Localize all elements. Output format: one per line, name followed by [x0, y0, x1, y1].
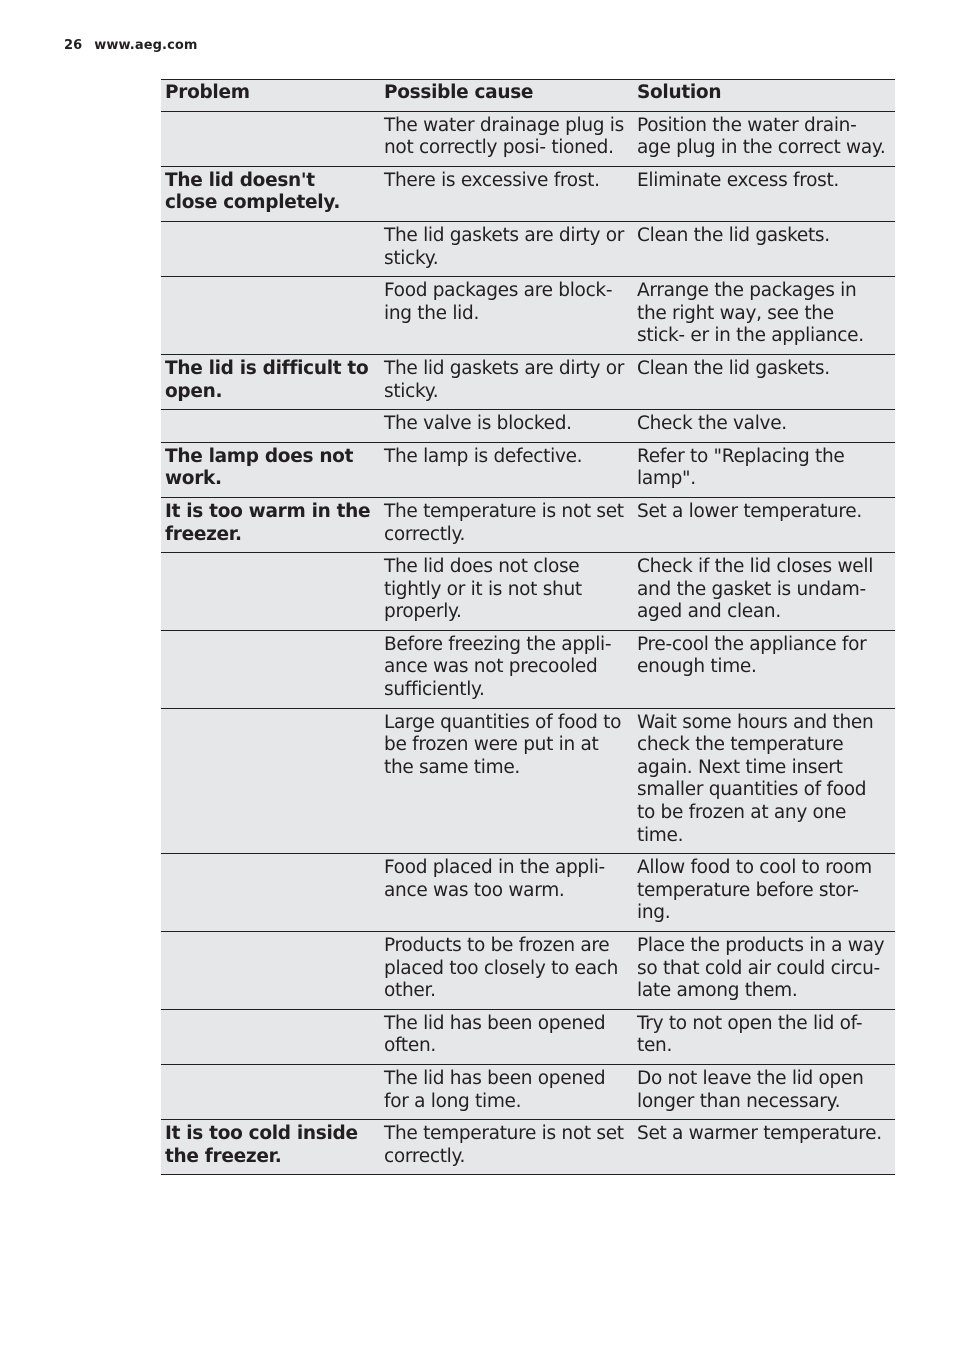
table-row	[161, 497, 895, 552]
problem-cell	[161, 708, 380, 854]
cause-cell: The temperature is not set correctly.	[380, 497, 633, 552]
table-row	[161, 1009, 895, 1064]
problem-cell: It is too cold inside the freezer.	[161, 1120, 380, 1175]
problem-cell	[161, 277, 380, 355]
solution-cell: Wait some hours and then check the temperature again. Next time insert smaller quantities of food to be frozen at any one time.	[633, 708, 895, 854]
problem-cell	[161, 553, 380, 631]
page-header	[64, 38, 198, 53]
table-row	[161, 630, 895, 708]
problem-cell: The lid doesn't close completely.	[161, 166, 380, 221]
website-url: www.aeg.com	[94, 38, 198, 53]
column-header-cause: Possible cause	[380, 80, 633, 112]
problem-cell: It is too warm in the freezer.	[161, 497, 380, 552]
cause-cell: The lid gaskets are dirty or sticky.	[380, 354, 633, 409]
problem-cell	[161, 630, 380, 708]
problem-cell	[161, 932, 380, 1010]
cause-cell: The lid gaskets are dirty or sticky.	[380, 221, 633, 276]
solution-cell: Do not leave the lid open longer than necessary.	[633, 1064, 895, 1119]
problem-cell	[161, 410, 380, 443]
solution-cell: Set a warmer temperature.	[633, 1120, 895, 1175]
cause-cell: There is excessive frost.	[380, 166, 633, 221]
cause-cell: Food placed in the appli- ance was too warm.	[380, 854, 633, 932]
solution-cell: Arrange the packages in the right way, see the stick- er in the appliance.	[633, 277, 895, 355]
table-row	[161, 111, 895, 166]
troubleshooting-table	[161, 79, 895, 1175]
solution-cell: Check if the lid closes well and the gasket is undam- aged and clean.	[633, 553, 895, 631]
table-row	[161, 1120, 895, 1175]
table-row	[161, 854, 895, 932]
column-header-problem: Problem	[161, 80, 380, 112]
solution-cell: Pre-cool the appliance for enough time.	[633, 630, 895, 708]
cause-cell: The lamp is defective.	[380, 442, 633, 497]
solution-cell: Check the valve.	[633, 410, 895, 443]
table-row	[161, 442, 895, 497]
solution-cell: Clean the lid gaskets.	[633, 354, 895, 409]
solution-cell: Allow food to cool to room temperature before stor- ing.	[633, 854, 895, 932]
table-body	[161, 111, 895, 1175]
problem-cell: The lid is difficult to open.	[161, 354, 380, 409]
cause-cell: The temperature is not set correctly.	[380, 1120, 633, 1175]
solution-cell: Place the products in a way so that cold air could circu- late among them.	[633, 932, 895, 1010]
table-row	[161, 932, 895, 1010]
column-header-solution: Solution	[633, 80, 895, 112]
table-row	[161, 221, 895, 276]
solution-cell: Try to not open the lid of- ten.	[633, 1009, 895, 1064]
cause-cell: Before freezing the appli- ance was not precooled sufficiently.	[380, 630, 633, 708]
problem-cell	[161, 854, 380, 932]
solution-cell: Position the water drain- age plug in the correct way.	[633, 111, 895, 166]
table-row	[161, 354, 895, 409]
table-row	[161, 1064, 895, 1119]
cause-cell: Products to be frozen are placed too closely to each other.	[380, 932, 633, 1010]
solution-cell: Eliminate excess frost.	[633, 166, 895, 221]
table-row	[161, 277, 895, 355]
solution-cell: Clean the lid gaskets.	[633, 221, 895, 276]
cause-cell: The valve is blocked.	[380, 410, 633, 443]
problem-cell: The lamp does not work.	[161, 442, 380, 497]
solution-cell: Refer to "Replacing the lamp".	[633, 442, 895, 497]
problem-cell	[161, 1064, 380, 1119]
cause-cell: Food packages are block- ing the lid.	[380, 277, 633, 355]
cause-cell: The lid has been opened for a long time.	[380, 1064, 633, 1119]
solution-cell: Set a lower temperature.	[633, 497, 895, 552]
problem-cell	[161, 1009, 380, 1064]
problem-cell	[161, 111, 380, 166]
table-row	[161, 708, 895, 854]
table-row	[161, 553, 895, 631]
table-row	[161, 166, 895, 221]
table-header-row	[161, 80, 895, 112]
problem-cell	[161, 221, 380, 276]
page-number: 26	[64, 38, 83, 53]
cause-cell: The water drainage plug is not correctly posi- tioned.	[380, 111, 633, 166]
cause-cell: Large quantities of food to be frozen were put in at the same time.	[380, 708, 633, 854]
cause-cell: The lid has been opened often.	[380, 1009, 633, 1064]
table-row	[161, 410, 895, 443]
cause-cell: The lid does not close tightly or it is not shut properly.	[380, 553, 633, 631]
